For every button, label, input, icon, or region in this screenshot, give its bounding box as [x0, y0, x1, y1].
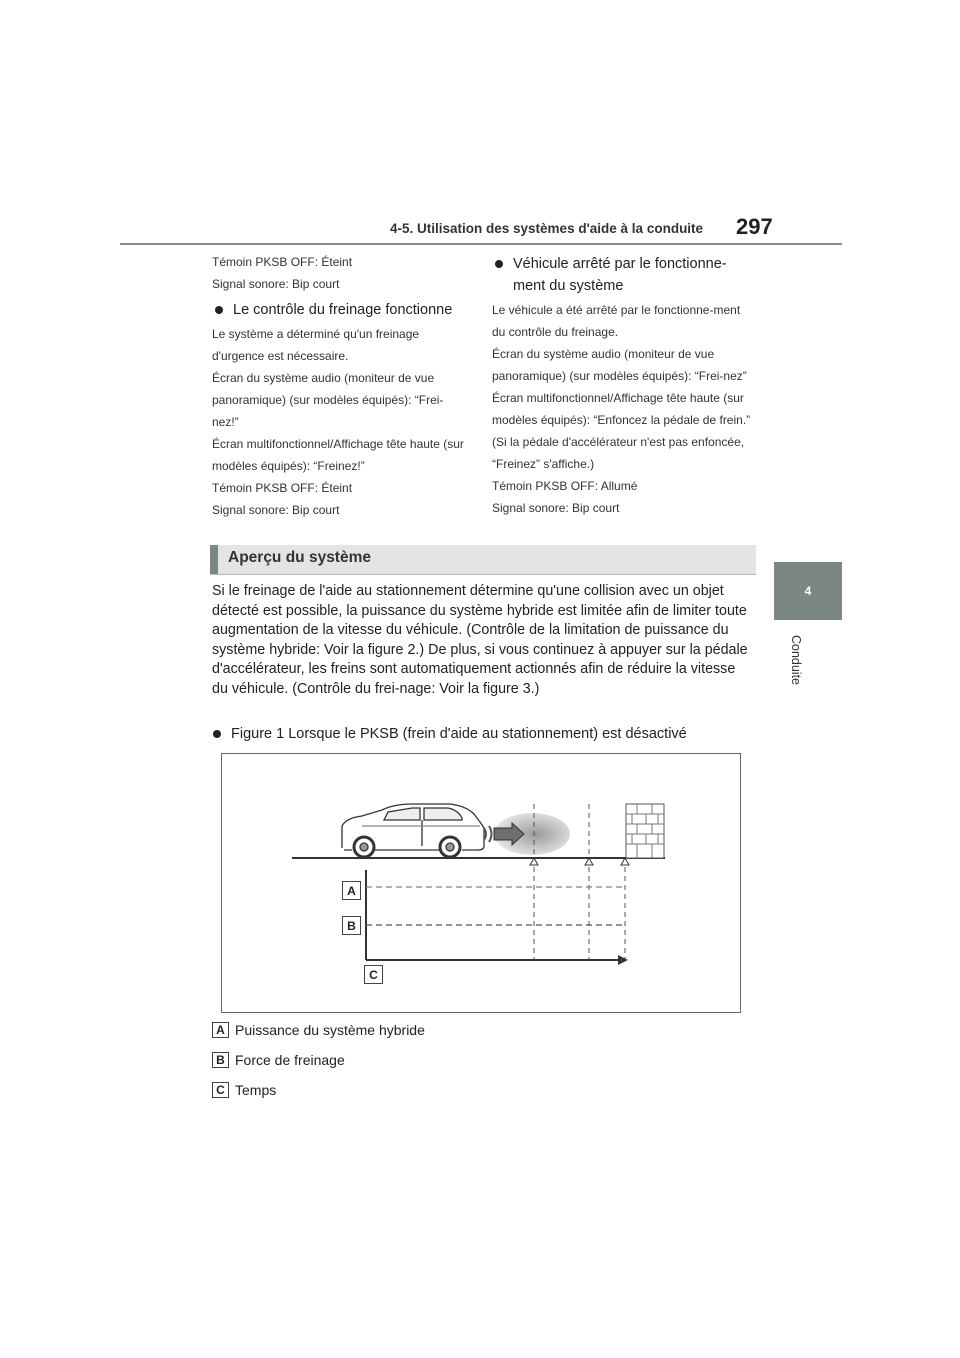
- figure-label-b: B: [342, 916, 361, 935]
- buzzer-status: Signal sonore: Bip court: [212, 277, 340, 291]
- reverse-arrow-icon: [484, 826, 492, 842]
- buzzer-status: Signal sonore: Bip court: [212, 503, 340, 517]
- legend-item: [212, 1022, 425, 1038]
- figure-diagram: [221, 753, 741, 1013]
- paragraph: Écran du système audio (moniteur de vue panoramique) (sur modèles équipés): “Frei-nez”: [492, 347, 747, 383]
- bullet-dot-icon: [215, 306, 223, 314]
- time-arrow-icon: [618, 955, 628, 965]
- paragraph: Écran multifonctionnel/Affichage tête haute (sur modèles équipés): “Freinez!”: [212, 437, 464, 473]
- section-underline: [210, 574, 756, 575]
- indicator-status: Témoin PKSB OFF: Allumé: [492, 479, 638, 493]
- figure-svg: [222, 754, 742, 1014]
- legend-key: A: [212, 1022, 229, 1038]
- section-heading-text: Aperçu du système: [228, 549, 371, 566]
- buzzer-status: Signal sonore: Bip court: [492, 501, 620, 515]
- paragraph: Le véhicule a été arrêté par le fonctionne-ment du contrôle du freinage.: [492, 303, 741, 339]
- figure-label-c: C: [364, 965, 383, 984]
- legend-text: Temps: [235, 1082, 277, 1098]
- page-number: 297: [736, 214, 773, 239]
- wall-icon: [626, 804, 664, 858]
- legend-key: C: [212, 1082, 229, 1098]
- legend-item: [212, 1082, 276, 1098]
- legend-key: B: [212, 1052, 229, 1068]
- legend-text: Force de freinage: [235, 1052, 345, 1068]
- indicator-status: Témoin PKSB OFF: Éteint: [212, 481, 353, 495]
- left-column: [212, 251, 468, 521]
- chapter-number: 4: [804, 584, 812, 598]
- paragraph: Écran du système audio (moniteur de vue panoramique) (sur modèles équipés): “Frei-nez!”: [212, 371, 444, 429]
- indicator-status: Témoin PKSB OFF: Éteint: [212, 255, 353, 269]
- bullet-heading-text: Le contrôle du freinage fonctionne: [233, 302, 453, 318]
- figure-caption: [210, 723, 750, 745]
- marker-triangles: [530, 858, 629, 865]
- bullet-heading-text: Véhicule arrêté par le fonctionne-ment du système: [513, 256, 727, 294]
- legend-text: Puissance du système hybride: [235, 1022, 425, 1038]
- section-heading: [210, 545, 756, 574]
- figure-caption-text: Figure 1 Lorsque le PKSB (frein d'aide au stationnement) est désactivé: [231, 726, 687, 742]
- section-header-title: 4-5. Utilisation des systèmes d'aide à la conduite: [390, 221, 704, 236]
- chapter-tab[interactable]: [774, 562, 842, 620]
- legend-item: [212, 1052, 345, 1068]
- paragraph: Écran multifonctionnel/Affichage tête haute (sur modèles équipés): “Enfoncez la pédale de frein.” (Si la pédale d'accélérateur n'est pas enfoncée, “Freinez” s'affiche.): [492, 391, 751, 471]
- header-divider: [120, 243, 842, 245]
- right-column: [492, 251, 754, 519]
- car-icon: [342, 804, 484, 857]
- chapter-label-text: Conduite: [789, 634, 803, 686]
- paragraph: Le système a déterminé qu'un freinage d'urgence est nécessaire.: [212, 327, 420, 363]
- bullet-heading: [212, 299, 468, 321]
- figure-label-a: A: [342, 881, 361, 900]
- chapter-label: [772, 630, 820, 690]
- bullet-dot-icon: [213, 730, 221, 738]
- section-body: Si le freinage de l'aide au stationnement détermine qu'une collision avec un objet détecté est possible, la puissance du système hybride est limitée afin de limiter toute augmentation de la vitesse du véhicule. (Contrôle de la limitation de puissance du système hybride: Voir la figure 2.) De plus, si vous continuez à appuyer sur la pédale d'accélérateur, les freins sont automatiquement actionnés afin de réduire la vitesse du véhicule. (Contrôle du frei-nage: Voir la figure 3.): [212, 583, 748, 697]
- bullet-dot-icon: [495, 260, 503, 268]
- bullet-heading: [492, 253, 754, 297]
